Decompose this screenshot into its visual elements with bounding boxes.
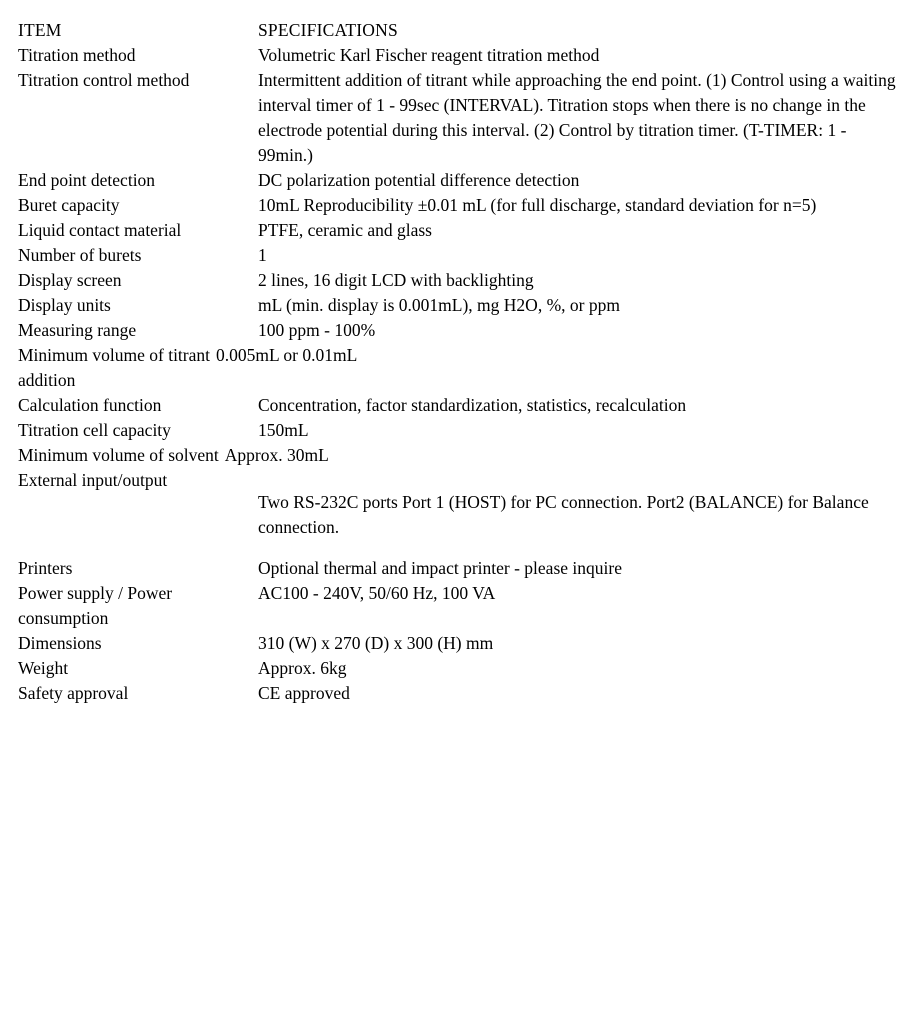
- row-value: Approx. 30mL: [224, 445, 329, 465]
- row-label: External input/output: [18, 470, 168, 490]
- row-value: Optional thermal and impact printer - please inquire: [258, 558, 622, 578]
- row-value: 2 lines, 16 digit LCD with backlighting: [258, 270, 534, 290]
- row-value: Intermittent addition of titrant while approaching the end point. (1) Control using a waiting interval timer of 1 - 99sec (INTERVAL). Titration stops when there is no change in the electrode potential during this interval. (2) Control by titration timer. (T-TIMER: 1 - 99min.): [258, 70, 896, 165]
- table-row: [18, 556, 900, 581]
- table-row: [18, 393, 900, 418]
- row-label: Dimensions: [18, 633, 102, 653]
- row-label: Liquid contact material: [18, 220, 182, 240]
- row-label-cell: [18, 268, 258, 293]
- row-value: CE approved: [258, 683, 350, 703]
- row-label: Display units: [18, 295, 111, 315]
- table-row: [18, 631, 900, 656]
- row-value-cell: [258, 656, 900, 681]
- row-label: Display screen: [18, 270, 122, 290]
- row-label-cell: [18, 393, 258, 418]
- row-label: Titration control method: [18, 70, 190, 90]
- row-value-cell: [258, 43, 900, 68]
- row-label-cell: [18, 556, 258, 581]
- table-row: [18, 681, 900, 706]
- table-header: [18, 18, 900, 43]
- row-value-cell: [258, 68, 900, 168]
- row-label-cell: [18, 168, 258, 193]
- row-label-cell: [18, 656, 258, 681]
- row-label-cell: [18, 318, 258, 343]
- row-label: Power supply / Power: [18, 583, 173, 603]
- table-row: [18, 168, 900, 193]
- row-label-cell: [18, 631, 258, 656]
- table-row: [18, 318, 900, 343]
- row-content: [18, 343, 900, 393]
- row-value: Approx. 6kg: [258, 658, 347, 678]
- row-label: Weight: [18, 658, 69, 678]
- row-value: Concentration, factor standardization, statistics, recalculation: [258, 395, 687, 415]
- row-label-cell: [18, 68, 258, 168]
- row-label-cell: [18, 293, 258, 318]
- row-value-cell: [258, 193, 900, 218]
- row-label-cell: [18, 43, 258, 68]
- row-value-cell: [258, 293, 900, 318]
- row-label: Printers: [18, 558, 73, 578]
- row-value: mL (min. display is 0.001mL), mg H2O, %, or ppm: [258, 295, 620, 315]
- row-label: Safety approval: [18, 683, 129, 703]
- table-row: [18, 293, 900, 318]
- row-value-cell: [258, 268, 900, 293]
- row-label: Minimum volume of titrant: [18, 345, 210, 365]
- row-value-cell: [258, 581, 900, 631]
- row-value: 1: [258, 245, 267, 265]
- row-label: End point detection: [18, 170, 156, 190]
- table-row: [18, 468, 900, 556]
- row-value-cell: [258, 393, 900, 418]
- row-value-cell: [258, 468, 900, 556]
- row-label-cell: [18, 193, 258, 218]
- table-row: [18, 268, 900, 293]
- column-header-item: ITEM: [18, 20, 62, 40]
- row-label: Number of burets: [18, 245, 142, 265]
- row-value-cell: [258, 318, 900, 343]
- row-value: Volumetric Karl Fischer reagent titration method: [258, 45, 600, 65]
- row-value: Two RS-232C ports Port 1 (HOST) for PC connection. Port2 (BALANCE) for Balance connection.: [258, 492, 869, 537]
- table-body: [18, 43, 900, 706]
- row-value: PTFE, ceramic and glass: [258, 220, 432, 240]
- table-row: [18, 656, 900, 681]
- table-row: [18, 43, 900, 68]
- table-row: [18, 193, 900, 218]
- row-content: [18, 443, 900, 468]
- table-row: [18, 218, 900, 243]
- row-value: DC polarization potential difference detection: [258, 170, 580, 190]
- row-label-continued: consumption: [18, 608, 109, 628]
- table-row: [18, 343, 900, 393]
- column-header-specifications: SPECIFICATIONS: [258, 20, 398, 40]
- table-row: [18, 443, 900, 468]
- specifications-table: [18, 18, 900, 706]
- row-value: 150mL: [258, 420, 309, 440]
- row-label-cell: [18, 218, 258, 243]
- row-label-cell: [18, 468, 258, 556]
- row-value-cell: [258, 218, 900, 243]
- row-value-cell: [258, 168, 900, 193]
- row-value: AC100 - 240V, 50/60 Hz, 100 VA: [258, 583, 496, 603]
- row-label-cell: [18, 243, 258, 268]
- row-label: Calculation function: [18, 395, 162, 415]
- row-label: Buret capacity: [18, 195, 120, 215]
- row-value: 100 ppm - 100%: [258, 320, 376, 340]
- row-value: 310 (W) x 270 (D) x 300 (H) mm: [258, 633, 494, 653]
- row-value-cell: [258, 631, 900, 656]
- row-value: 10mL Reproducibility ±0.01 mL (for full discharge, standard deviation for n=5): [258, 195, 817, 215]
- table-row: [18, 243, 900, 268]
- row-value-cell: [258, 243, 900, 268]
- row-label: Titration cell capacity: [18, 420, 171, 440]
- row-value-cell: [258, 556, 900, 581]
- row-label-cell: [18, 418, 258, 443]
- table-header-row: [18, 18, 900, 43]
- row-label: Titration method: [18, 45, 136, 65]
- row-label: Measuring range: [18, 320, 137, 340]
- table-row: [18, 68, 900, 168]
- row-label-cell: [18, 581, 258, 631]
- table-row: [18, 581, 900, 631]
- row-label-continued: addition: [18, 370, 76, 390]
- row-label: Minimum volume of solvent: [18, 445, 219, 465]
- table-row: [18, 418, 900, 443]
- row-label-cell: [18, 681, 258, 706]
- row-value-cell: [258, 418, 900, 443]
- row-value-cell: [258, 681, 900, 706]
- row-value: 0.005mL or 0.01mL: [216, 345, 358, 365]
